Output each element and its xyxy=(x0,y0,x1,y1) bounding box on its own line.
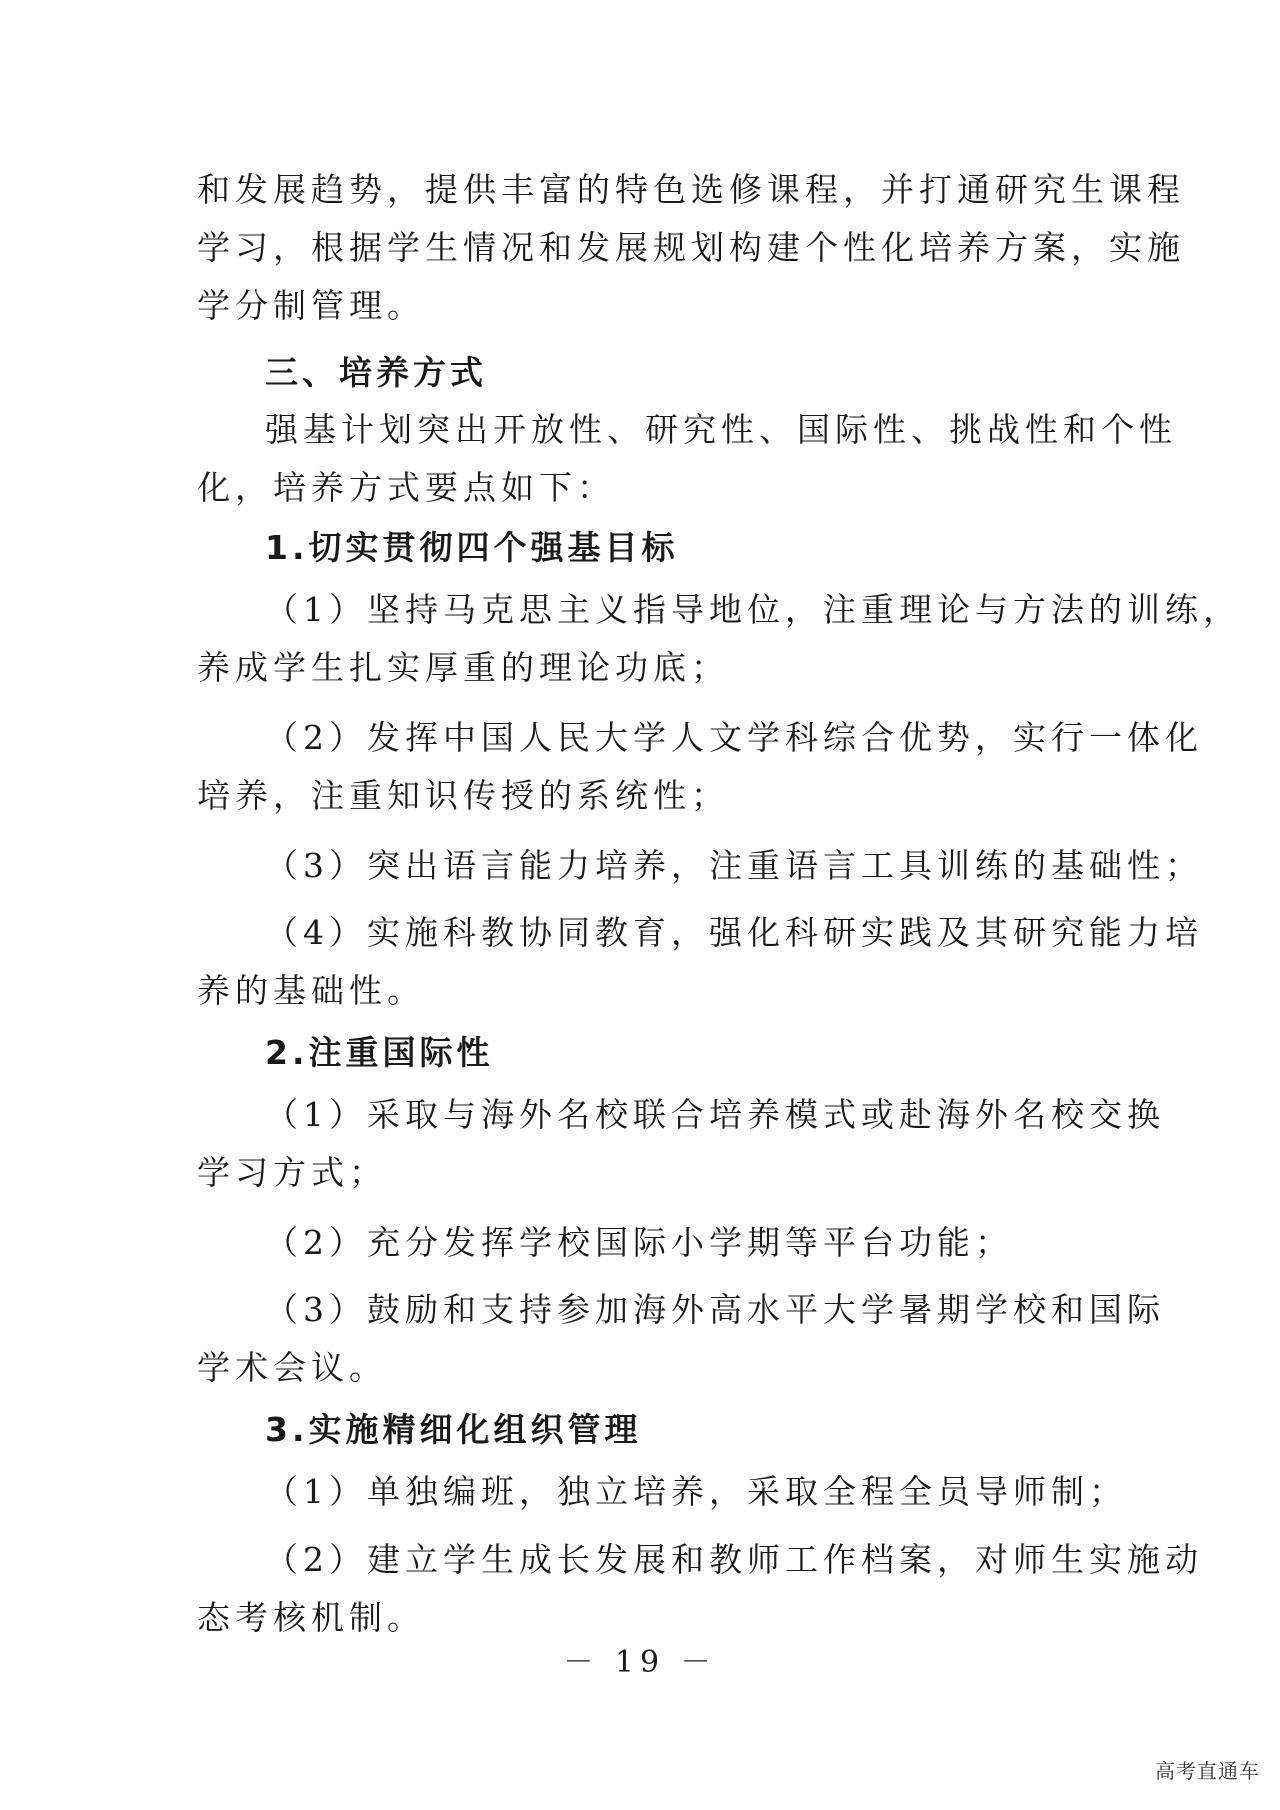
paragraph-line: 学习方式； xyxy=(197,1153,387,1192)
paragraph-line: 学习，根据学生情况和发展规划构建个性化培养方案，实施 xyxy=(197,228,1185,267)
list-item: （2）发挥中国人民大学人文学科综合优势，实行一体化 xyxy=(265,718,1203,757)
list-item: （1）采取与海外名校联合培养模式或赴海外名校交换 xyxy=(265,1095,1165,1134)
paragraph-line: 学术会议。 xyxy=(197,1348,387,1387)
subsection-heading: 1.切实贯彻四个强基目标 xyxy=(265,528,679,567)
subsection-heading: 2.注重国际性 xyxy=(265,1033,494,1072)
subsection-heading: 3.实施精细化组织管理 xyxy=(265,1410,642,1449)
paragraph-line: 强基计划突出开放性、研究性、国际性、挑战性和个性 xyxy=(265,410,1177,449)
list-item: （3）鼓励和支持参加海外高水平大学暑期学校和国际 xyxy=(265,1290,1165,1329)
paragraph-line: 培养，注重知识传授的系统性； xyxy=(197,776,729,815)
paragraph-line: 养成学生扎实厚重的理论功底； xyxy=(197,648,729,687)
paragraph-line: 化，培养方式要点如下： xyxy=(197,468,615,507)
list-item: （2）建立学生成长发展和教师工作档案，对师生实施动 xyxy=(265,1540,1203,1579)
list-item: （1）坚持马克思主义指导地位，注重理论与方法的训练， xyxy=(265,590,1241,629)
list-item: （1）单独编班，独立培养，采取全程全员导师制； xyxy=(265,1472,1127,1511)
paragraph-line: 和发展趋势，提供丰富的特色选修课程，并打通研究生课程 xyxy=(197,170,1185,209)
watermark: 高考直通车 xyxy=(1155,1759,1260,1783)
section-heading: 三、培养方式 xyxy=(265,353,487,392)
list-item: （2）充分发挥学校国际小学期等平台功能； xyxy=(265,1223,1013,1262)
paragraph-line: 养的基础性。 xyxy=(197,971,425,1010)
list-item: （3）突出语言能力培养，注重语言工具训练的基础性； xyxy=(265,846,1203,885)
paragraph-line: 态考核机制。 xyxy=(197,1598,425,1637)
page-number: － 19 － xyxy=(563,1645,717,1680)
paragraph-line: 学分制管理。 xyxy=(197,286,425,325)
list-item: （4）实施科教协同教育，强化科研实践及其研究能力培 xyxy=(265,913,1203,952)
